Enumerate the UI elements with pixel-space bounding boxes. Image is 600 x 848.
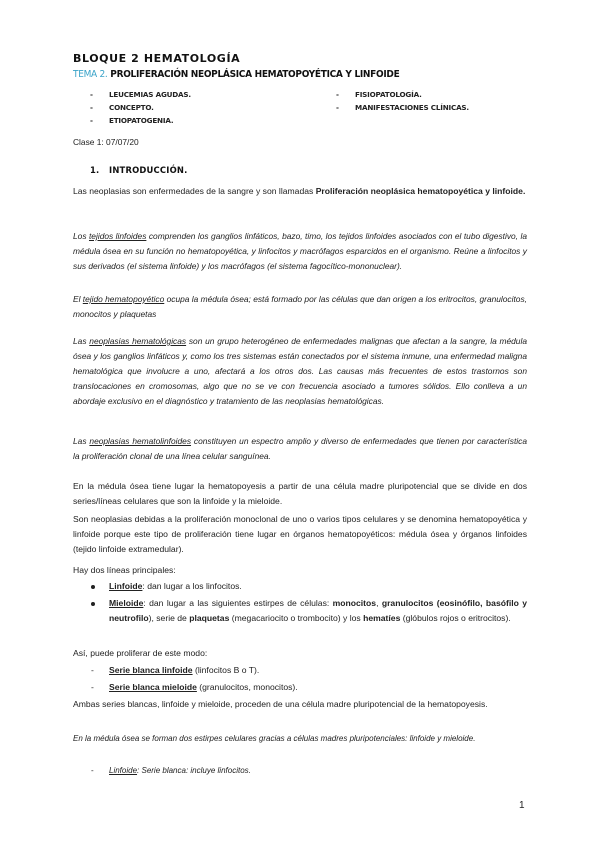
toc-item: - FISIOPATOLOGÍA. <box>336 90 422 99</box>
bullet-dot <box>91 602 95 606</box>
paragraph-medula-osea: En la médula ósea tiene lugar la hematopoyesis a partir de una célula madre pluripotencial que se divide en dos series/líneas celulares que son la linfoide y la mieloide. <box>73 481 527 506</box>
section-heading: 1. INTRODUCCIÓN. <box>90 165 188 175</box>
dash-linfoide-serie-blanca: - Linfoide: Serie blanca: incluye linfocitos. <box>91 766 251 775</box>
paragraph-tejidos-linfoides: Los tejidos linfoides comprenden los ganglios linfáticos, bazo, timo, los tejidos linfoides asociados con el tubo digestivo, la médula ósea en su función no hematopoyética, y linfocitos y macrófagos esparcidos en el organismo. Reúne a linfocitos y sus derivados (el sistema linfoide) y los macrófagos (el sistema fagocítico-mononuclear). <box>73 231 527 271</box>
toc-item: - LEUCEMIAS AGUDAS. <box>90 90 191 99</box>
paragraph-asi: Así, puede proliferar de este modo: <box>73 648 208 658</box>
bullet-mieloide: Mieloide: dan lugar a las siguientes estirpes de células: monocitos, granulocitos (eosinófilo, basófilo y neutrofilo), serie de plaquetas (megacariocito o trombocito) y los hematíes (glóbulos rojos o eritrocitos). <box>91 596 527 626</box>
bullet-dot <box>91 585 95 589</box>
bullet-linfoide: Linfoide: dan lugar a los linfocitos. <box>91 579 527 594</box>
toc-item: - MANIFESTACIONES CLÍNICAS. <box>336 103 469 112</box>
class-date: Clase 1: 07/07/20 <box>73 137 139 147</box>
dash-serie-linfoide: - Serie blanca linfoide (linfocitos B o T). <box>91 665 260 675</box>
topic-label: TEMA 2. <box>73 69 108 80</box>
paragraph-lineas: Hay dos líneas principales: <box>73 565 176 575</box>
paragraph-ambas-series: Ambas series blancas, linfoide y mieloide, proceden de una célula madre pluripotencial de la hematopoyesis. <box>73 699 488 709</box>
block-title: BLOQUE 2 HEMATOLOGÍA <box>73 52 241 65</box>
topic-title <box>73 69 399 80</box>
paragraph-tejido-hematopoyetico: El tejido hematopoyético ocupa la médula ósea; está formado por las células que dan origen a los eritrocitos, granulocitos, monocitos y plaquetas <box>73 294 527 319</box>
paragraph-neoplasias-hematolinfoides: Las neoplasias hematolinfoides constituyen un espectro amplio y diverso de enfermedades que tienen por característica la proliferación clonal de una línea celular sanguínea. <box>73 436 527 461</box>
toc-item: - CONCEPTO. <box>90 103 154 112</box>
paragraph-neoplasias-monoclonal: Son neoplasias debidas a la proliferación monoclonal de uno o varios tipos celulares y se denomina hematopoyética y linfoide porque este tipo de proliferación tiene lugar en órganos hematopoyéticos: médula ósea y órganos linfoides (tejido linfoide extramedular). <box>73 514 527 554</box>
paragraph-neoplasias-hematologicas: Las neoplasias hematológicas son un grupo heterogéneo de enfermedades malignas que afectan a la sangre, la médula ósea y los ganglios linfáticos y, como los tres sistemas están conectados por el sistema inmune, una enfermedad maligna hematológica que involucre a uno, afectará a los otros dos. Las causas más frecuentes de estos trastornos son translocaciones en cromosomas, algo que no se ve con frecuencia asociado a tumores sólidos. Ello conlleva a un abordaje exclusivo en el diagnóstico y tratamiento de las neoplasias hematológicas. <box>73 336 527 406</box>
intro-paragraph: Las neoplasias son enfermedades de la sangre y son llamadas Proliferación neoplásica hematopoyética y linfoide. <box>73 186 526 196</box>
paragraph-estirpes: En la médula ósea se forman dos estirpes celulares gracias a células madres pluripotenciales: linfoide y mieloide. <box>73 734 476 743</box>
topic-name: PROLIFERACIÓN NEOPLÁSICA HEMATOPOYÉTICA Y LINFOIDE <box>110 69 400 80</box>
page-number: 1 <box>519 800 525 811</box>
dash-serie-mieloide: - Serie blanca mieloide (granulocitos, monocitos). <box>91 682 298 692</box>
toc-item: - ETIOPATOGENIA. <box>90 116 174 125</box>
